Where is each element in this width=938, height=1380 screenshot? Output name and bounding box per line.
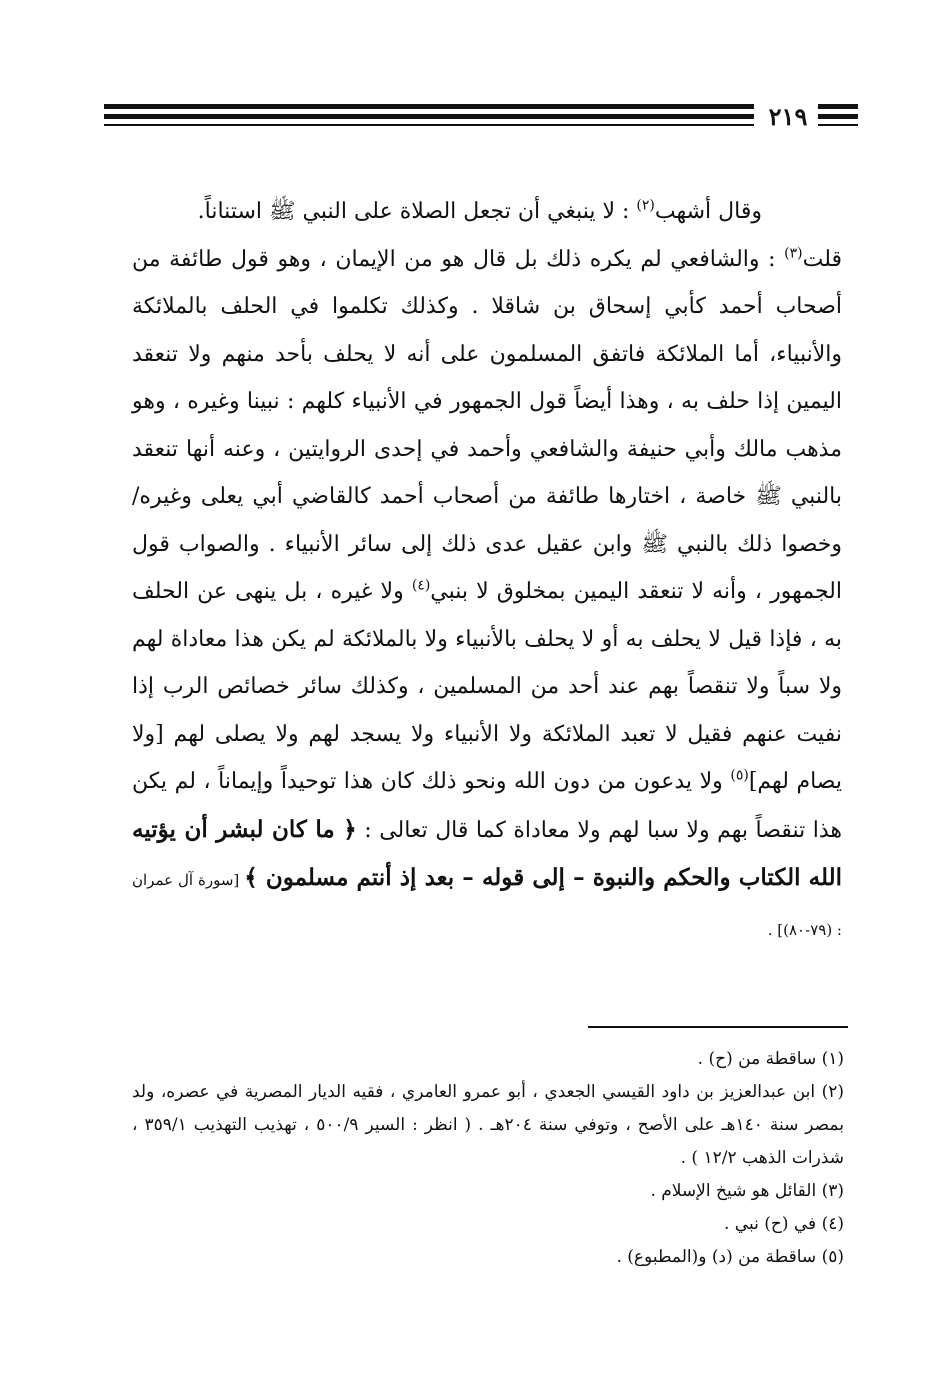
text-span: : والشافعي لم يكره ذلك بل قال هو من الإيمان ، وهو قول طائفة من أصحاب أحمد كأبي إسحاق بن شاقلا . وكذلك تكلموا في الحلف بالملائكة والأنبياء، أما الملائكة فاتفق المسلمون على أنه لا يحلف بأحد منهم ولا تنعقد اليمين إذا حلف به ، وهذا أيضاً قول الجمهور في الأنبياء كلهم : نبينا وغيره ، وهو مذهب مالك وأبي حنيفة والشافعي وأحمد في إحدى الروايتين ، وعنه أنها تنعقد بالنبي ﷺ خاصة ، اختارها طائفة من أصحاب أحمد كالقاضي أبي يعلى وغيره/ وخصوا ذلك بالنبي ﷺ وابن عقيل عدى ذلك إلى سائر الأنبياء . والصواب قول الجمهور ، وأنه لا تنعقد اليمين بمخلوق لا بنبي [132, 246, 842, 604]
paragraph-qultu [132, 236, 842, 955]
footnote-5: (٥) ساقطة من (د) و(المطبوع) . [616, 1247, 844, 1267]
footnote-ref-5: (٥) [730, 767, 749, 784]
header-rule-right [818, 104, 858, 126]
footnote-3: (٣) القائل هو شيخ الإسلام . [650, 1181, 844, 1201]
text-span: ولا غيره ، بل ينهى عن الحلف به ، فإذا قيل لا يحلف به أو لا يحلف بالأنبياء ولا بالملائكة لم يكن هذا معاداة لهم ولا سباً ولا تنقصاً بهم عند أحد من المسلمين ، وكذلك سائر خصائص الرب إذا نفيت عنهم فقيل لا تعبد الملائكة ولا الأنبياء ولا يسجد لهم ولا يصلى لهم [ولا يصام لهم] [132, 579, 842, 794]
text-span: : لا ينبغي أن تجعل الصلاة على النبي ﷺ استناناً. [197, 199, 637, 224]
footnote-ref-2: (٢) [636, 197, 655, 214]
footnote-1: (١) ساقطة من (ح) . [697, 1049, 844, 1069]
footnote-2: (٢) ابن عبدالعزيز بن داود القيسي الجعدي ، أبو عمرو العامري ، فقيه الديار المصرية في عصره، ولد بمصر سنة ١٤٠هـ على الأصح ، وتوفي سنة ٢٠٤هـ . ( انظر : السير ٥٠٠/٩ ، تهذيب التهذيب ٣٥٩/١ ، شذرات الذهب ١٢/٢ ) . [132, 1082, 844, 1168]
footnote-ref-4: (٤) [411, 577, 431, 594]
sura-reference: [سورة آل عمران : (٧٩-٨٠)] . [132, 871, 842, 939]
page-header [104, 100, 858, 134]
text-span: وقال أشهب [654, 199, 762, 224]
quran-verse: ﴿ ما كان لبشر أن يؤتيه الله الكتاب والحكم والنبوة – إلى قوله – بعد إذ أنتم مسلمون ﴾ [132, 815, 842, 891]
footnote-4: (٤) في (ح) نبي . [724, 1214, 844, 1234]
footnotes [132, 1043, 844, 1274]
text-span: ولا يدعون من دون الله ونحو ذلك كان هذا توحيداً وإيماناً ، لم يكن هذا تنقصاً بهم ولا سبا لهم ولا معاداة كما قال تعالى : [132, 769, 842, 843]
footnote-ref-3: (٣) [784, 245, 803, 262]
page-number: ٢١٩ [768, 102, 808, 131]
paragraph-ashhab [132, 188, 842, 236]
header-rule-left [104, 104, 754, 126]
main-text [132, 188, 842, 954]
footnote-separator [588, 1026, 848, 1028]
text-span: قلت [802, 246, 842, 272]
